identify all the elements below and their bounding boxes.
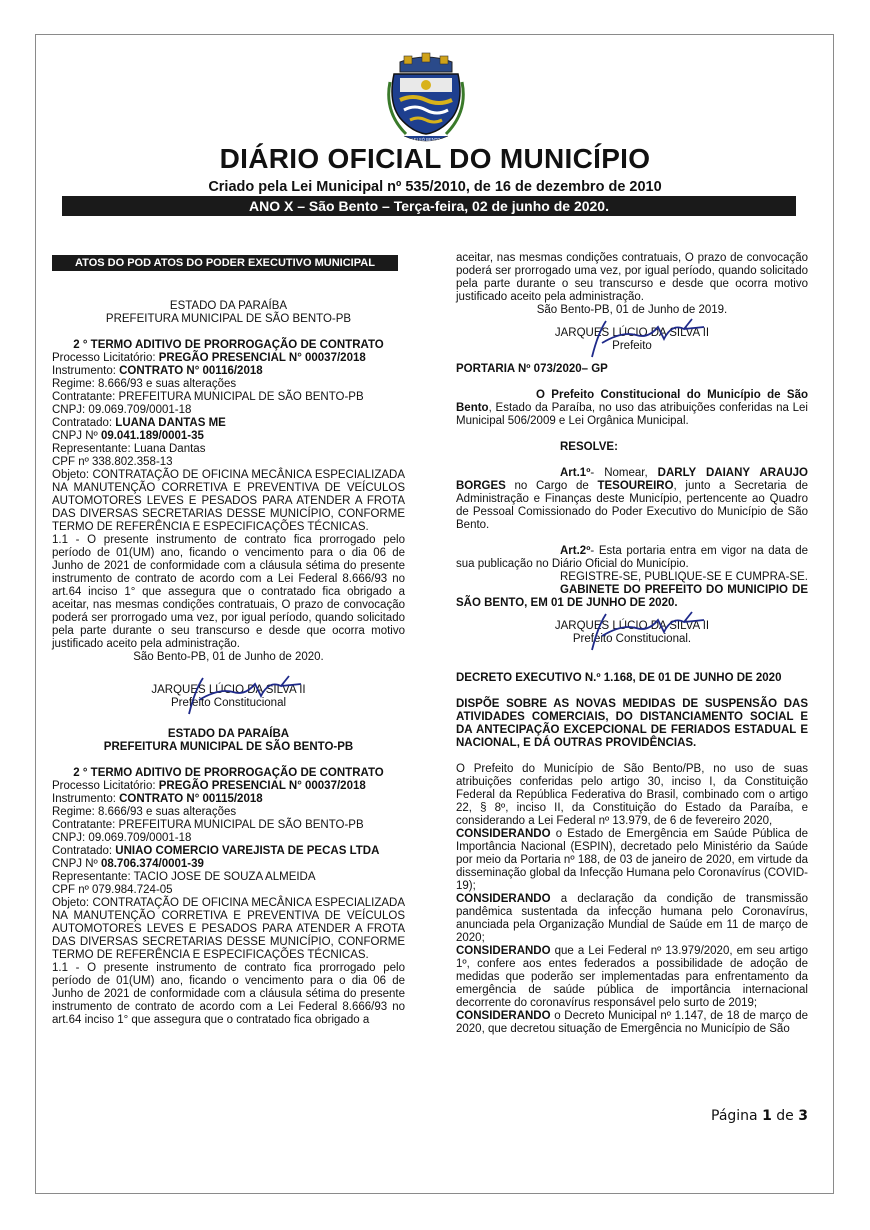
objeto-paragraph: Objeto: CONTRATAÇÃO DE OFICINA MECÂNICA ESPECIALIZADA NA MANUTENÇÃO CORRETIVA E PREVENTIVA DE VEÍCULOS AUTOMOTORES LEVES E PESADOS PARA ATENDER A FROTA DAS DIVERSAS SECRETARIAS DESSE MUNICÍPIO, CONFORME TERMO DE REFERÊNCIA E ESPECIFICAÇÕES TÉCNICAS. bbox=[52, 897, 405, 961]
regime-line: Regime: 8.666/93 e suas alterações bbox=[52, 806, 237, 818]
contratado-line: Contratado: UNIAO COMERCIO VAREJISTA DE PECAS LTDA bbox=[52, 845, 380, 857]
considerando-2: CONSIDERANDO a declaração da condição de transmissão pandêmica sustentada da infecção humana pelo Coronavírus, anunciada pela Organização Mundial de Saúde em 11 de março de 2020; bbox=[456, 893, 808, 944]
clause-paragraph: 1.1 - O presente instrumento de contrato fica prorrogado pelo período de 01(UM) ano, ficando o vencimento para o dia 06 de Junho de 2021 de conformidade com a cláusula sétima do presente instrumento de contrato de acordo com a Lei Federal 8.666/93 no art.64 inciso 1° que assegura que o contratado fica obrigado a bbox=[52, 962, 405, 1026]
term-heading: 2 ° TERMO ADITIVO DE PRORROGAÇÃO DE CONTRATO bbox=[73, 339, 384, 351]
considerando-3: CONSIDERANDO que a Lei Federal nº 13.979/2020, em seu artigo 1º, confere aos entes federados a possibilidade de adoção de medidas que poderão ser implementadas para enfrentamento da emergência de saúde pública de importância internacional decorrente do coronavírus responsável pelo surto de 2019; bbox=[456, 945, 808, 1009]
cnpj-contratado-line: CNPJ Nº 08.706.374/0001-39 bbox=[52, 858, 204, 870]
signer-role: Prefeito bbox=[612, 340, 652, 352]
resolve-heading: RESOLVE: bbox=[560, 441, 618, 453]
cnpj-contratado-line: CNPJ Nº 09.041.189/0001-35 bbox=[52, 430, 204, 442]
page-title: DIÁRIO OFICIAL DO MUNICÍPIO bbox=[219, 143, 651, 174]
considerando-1: CONSIDERANDO o Estado de Emergência em Saúde Pública de Importância Nacional (ESPIN), decretado pelo Ministério da Saúde por meio da Portaria nº 188, de 03 de janeiro de 2020, em virtude da disseminação global da Infecção Humana pelo Coronavírus (COVID-19); bbox=[456, 828, 808, 892]
decreto-ementa: DISPÕE SOBRE AS NOVAS MEDIDAS DE SUSPENSÃO DAS ATIVIDADES COMERCIAIS, DO DISTANCIAMENTO SOCIAL E DA ANTECIPAÇÃO EXCEPCIONAL DE FERIADOS ESTADUAL E NACIONAL, E DÁ OUTRAS PROVIDÊNCIAS. bbox=[456, 698, 808, 749]
considerando-4: CONSIDERANDO o Decreto Municipal nº 1.147, de 18 de março de 2020, que decretou situação de Emergência no Município de São bbox=[456, 1010, 808, 1035]
cnpj-line: CNPJ: 09.069.709/0001-18 bbox=[52, 404, 192, 416]
right-column bbox=[456, 252, 808, 1036]
continued-paragraph: aceitar, nas mesmas condições contratuais, O prazo de convocação poderá ser prorrogado uma vez, por igual período, quando solicitado pela parte durante o seu transcurso e desde que ocorra motivo justificado aceito pela administração. bbox=[456, 252, 808, 303]
edition-bar: ANO X – São Bento – Terça-feira, 02 de junho de 2020. bbox=[62, 196, 796, 216]
signer-name: JARQUES LÚCIO DA SILVA II bbox=[151, 684, 306, 696]
proc-line: Processo Licitatório: PREGÃO PRESENCIAL N° 00037/2018 bbox=[52, 780, 366, 792]
left-column bbox=[52, 255, 405, 1027]
svg-text:LEI SÓ BENTO: LEI SÓ BENTO bbox=[411, 137, 441, 142]
signer-name: JARQUES LÚCIO DA SILVA II bbox=[554, 620, 710, 632]
representante-line: Representante: Luana Dantas bbox=[52, 443, 206, 455]
state-heading: ESTADO DA PARAÍBA bbox=[167, 728, 290, 740]
contratado-line: Contratado: LUANA DANTAS ME bbox=[52, 417, 226, 429]
signature-scribble bbox=[572, 606, 712, 652]
portaria-intro: O Prefeito Constitucional do Município de São Bento, Estado da Paraíba, no uso das atribuições conferidas na Lei Municipal 506/2009 e Lei Orgânica Municipal. bbox=[456, 389, 808, 427]
article-2: Art.2º- Esta portaria entra em vigor na data de sua publicação no Diário Oficial do Município. bbox=[456, 545, 808, 570]
signer-role: Prefeito Constitucional bbox=[170, 697, 287, 709]
decreto-intro: O Prefeito do Município de São Bento/PB, no uso de suas atribuições conferidas pelo artigo 30, inciso I, da Constituição Federal da República Federativa do Brasil, combinado com o artigo 22, § 8º, inciso II, da Constituição do Estado da Paraíba, e considerando a Lei Federal nº 13.979, de 6 de fevereiro 2020, bbox=[456, 763, 808, 827]
portaria-title: PORTARIA Nº 073/2020– GP bbox=[456, 363, 608, 375]
section-header: ATOS DO POD ATOS DO PODER EXECUTIVO MUNICIPAL bbox=[52, 255, 398, 271]
signature-scribble bbox=[169, 670, 309, 716]
registre-line: REGISTRE-SE, PUBLIQUE-SE E CUMPRA-SE. bbox=[560, 571, 808, 583]
objeto-paragraph: Objeto: CONTRATAÇÃO DE OFICINA MECÂNICA ESPECIALIZADA NA MANUTENÇÃO CORRETIVA E PREVENTIVA DE VEÍCULOS AUTOMOTORES LEVES E PESADOS PARA ATENDER A FROTA DAS DIVERSAS SECRETARIAS DESSE MUNICÍPIO, CONFORME TERMO DE REFERÊNCIA E ESPECIFICAÇÕES TÉCNICAS. bbox=[52, 469, 405, 533]
signature-scribble bbox=[572, 313, 712, 359]
representante-line: Representante: TACIO JOSE DE SOUZA ALMEIDA bbox=[52, 871, 316, 883]
date-line: São Bento-PB, 01 de Junho de 2019. bbox=[536, 304, 728, 316]
proc-line: Processo Licitatório: PREGÃO PRESENCIAL N° 00037/2018 bbox=[52, 352, 366, 364]
prefecture-heading: PREFEITURA MUNICIPAL DE SÃO BENTO-PB bbox=[103, 741, 354, 753]
instr-line: Instrumento: CONTRATO N° 00115/2018 bbox=[52, 793, 263, 805]
contratante-line: Contratante: PREFEITURA MUNICIPAL DE SÃO BENTO-PB bbox=[52, 391, 364, 403]
signature-block bbox=[456, 620, 808, 654]
decreto-title: DECRETO EXECUTIVO N.º 1.168, DE 01 DE JUNHO DE 2020 bbox=[456, 672, 782, 684]
signature-block bbox=[52, 684, 405, 718]
contratante-line: Contratante: PREFEITURA MUNICIPAL DE SÃO BENTO-PB bbox=[52, 819, 364, 831]
prefecture-heading: PREFEITURA MUNICIPAL DE SÃO BENTO-PB bbox=[105, 313, 352, 325]
article-1: Art.1º- Nomear, DARLY DAIANY ARAUJO BORGES no Cargo de TESOUREIRO, junto a Secretaria de Administração e Finanças deste Município, pertencente ao Quadro de Pessoal Comissionado do Poder Executivo do Município de São Bento. bbox=[456, 467, 808, 531]
signature-block bbox=[456, 327, 808, 361]
state-heading: ESTADO DA PARAÍBA bbox=[169, 300, 288, 312]
cpf-line: CPF nº 079.984.724-05 bbox=[52, 884, 173, 896]
gabinete-line: GABINETE DO PREFEITO DO MUNICIPIO DE SÃO BENTO, EM 01 DE JUNHO DE 2020. bbox=[456, 584, 808, 609]
coat-of-arms-logo bbox=[386, 52, 466, 144]
page-number: Página 1 de 3 bbox=[711, 1108, 808, 1124]
cnpj-line: CNPJ: 09.069.709/0001-18 bbox=[52, 832, 192, 844]
signer-name: JARQUES LÚCIO DA SILVA II bbox=[554, 327, 710, 339]
regime-line: Regime: 8.666/93 e suas alterações bbox=[52, 378, 237, 390]
signer-role: Prefeito Constitucional. bbox=[572, 633, 692, 645]
instr-line: Instrumento: CONTRATO N° 00116/2018 bbox=[52, 365, 263, 377]
clause-paragraph: 1.1 - O presente instrumento de contrato fica prorrogado pelo período de 01(UM) ano, ficando o vencimento para o dia 06 de Junho de 2021 de conformidade com a cláusula sétima do presente instrumento de contrato de acordo com a Lei Federal 8.666/93 no art.64 inciso 1° que assegura que o contratado fica obrigado a aceitar, nas mesmas condições contratuais, O prazo de convocação poderá ser prorrogado uma vez, por igual período, quando solicitado pela parte durante o seu transcurso e desde que ocorra motivo justificado aceito pela administração. bbox=[52, 534, 405, 650]
cpf-line: CPF nº 338.802.358-13 bbox=[52, 456, 173, 468]
term-heading: 2 ° TERMO ADITIVO DE PRORROGAÇÃO DE CONTRATO bbox=[73, 767, 384, 779]
creation-law: Criado pela Lei Municipal nº 535/2010, de 16 de dezembro de 2010 bbox=[208, 179, 662, 195]
date-line: São Bento-PB, 01 de Junho de 2020. bbox=[133, 651, 324, 663]
